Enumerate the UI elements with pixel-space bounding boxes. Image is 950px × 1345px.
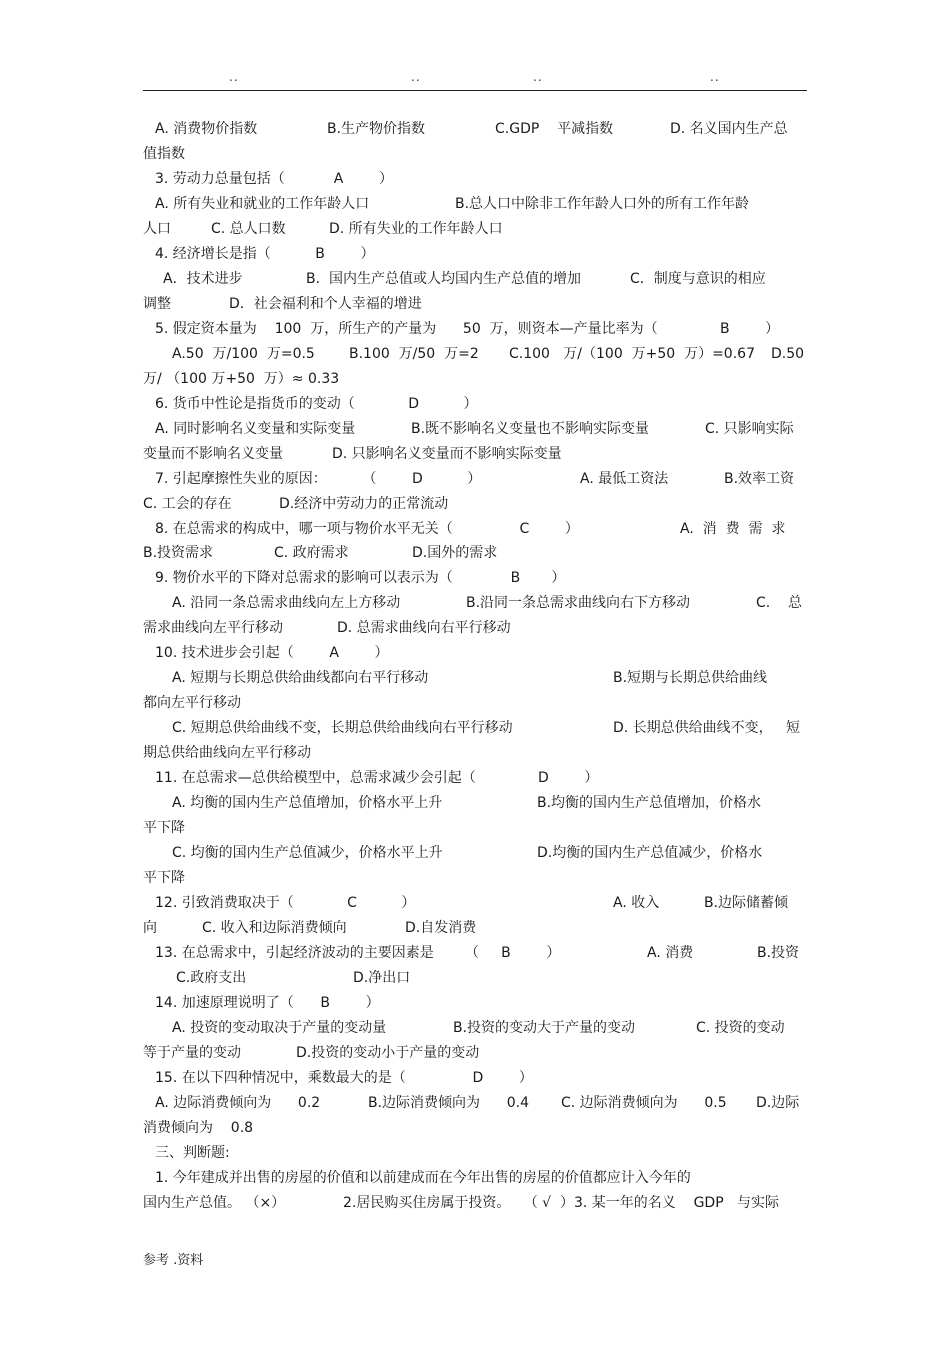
text-line-segment: 平下降 — [143, 870, 185, 886]
text-line-segment: 13. 在总需求中，引起经济波动的主要因素是 （ B ） — [155, 945, 561, 961]
text-line-segment: D.自发消费 — [405, 920, 477, 936]
text-line-segment: D. 总需求曲线向右平行移动 — [337, 620, 511, 636]
text-line-segment: 期总供给曲线向左平行移动 — [143, 745, 311, 761]
text-line-segment: 需求曲线向左平行移动 — [143, 620, 283, 636]
text-line-segment: D. 名义国内生产总 — [670, 121, 788, 137]
text-line-segment: 12. 引致消费取决于（ C ） — [155, 895, 416, 911]
text-line-segment: D. 长期总供给曲线不变， 短 — [613, 720, 801, 736]
text-line-segment: 11. 在总需求—总供给模型中，总需求减少会引起（ D ） — [155, 770, 599, 786]
text-line-segment: D.经济中劳动力的正常流动 — [279, 496, 449, 512]
text-line-segment: C. 只影响实际 — [705, 421, 794, 437]
text-line-segment: 6. 货币中性论是指货币的变动（ D ） — [155, 396, 478, 412]
text-line-segment: 平下降 — [143, 820, 185, 836]
text-line-segment: D.边际 — [756, 1095, 800, 1111]
text-line-segment: B.投资的变动大于产量的变动 — [453, 1020, 636, 1036]
text-line-segment: 向 — [143, 920, 157, 936]
text-line-segment: 人口 — [143, 221, 171, 237]
text-line-segment: B.总人口中除非工作年龄人口外的所有工作年龄 — [455, 196, 750, 212]
text-line-segment: 9. 物价水平的下降对总需求的影响可以表示为（ B ） — [155, 570, 566, 586]
footer-text: 参考 .资料 — [143, 1253, 204, 1268]
text-line-segment: D. 只影响名义变量而不影响实际变量 — [332, 446, 562, 462]
text-line-segment: 调整 — [143, 296, 171, 312]
text-line-segment: B.既不影响名义变量也不影响实际变量 — [411, 421, 650, 437]
text-line-segment: A. 边际消费倾向为 0.2 — [155, 1095, 321, 1111]
text-line-segment: B. 国内生产总值或人均国内生产总值的增加 — [306, 271, 581, 287]
text-line-segment: A．技术进步 — [163, 271, 243, 287]
header-dot: .. — [710, 70, 720, 84]
text-line-segment: 三、判断题: — [155, 1145, 230, 1161]
text-line-segment: C. 总 — [756, 595, 803, 611]
text-line-segment: C.政府支出 — [176, 970, 247, 986]
text-line-segment: D.投资的变动小于产量的变动 — [296, 1045, 480, 1061]
text-line-segment: D. 所有失业的工作年龄人口 — [329, 221, 503, 237]
text-line-segment: 3. 劳动力总量包括（ A ） — [155, 171, 393, 187]
text-line-segment: 万/ （100 万+50 万）≈ 0.33 — [143, 371, 340, 387]
text-line-segment: B.生产物价指数 — [327, 121, 426, 137]
text-line-segment: A.50 万/100 万=0.5 — [172, 346, 315, 362]
text-line-segment: C. 投资的变动 — [696, 1020, 785, 1036]
text-line-segment: D.国外的需求 — [412, 545, 498, 561]
text-line-segment: A. 消费 — [647, 945, 694, 961]
text-line-segment: 14. 加速原理说明了（ B ） — [155, 995, 380, 1011]
text-line-segment: C.100 万/（100 万+50 万）=0.67 — [509, 346, 755, 362]
text-line-segment: D.净出口 — [353, 970, 411, 986]
text-line-segment: 消费倾向为 0.8 — [143, 1120, 254, 1136]
text-line-segment: C. 短期总供给曲线不变，长期总供给曲线向右平行移动 — [172, 720, 513, 736]
text-line-segment: B.边际储蓄倾 — [704, 895, 789, 911]
header-rule — [143, 90, 807, 91]
text-line-segment: 10. 技术进步会引起（ A ） — [155, 645, 389, 661]
header-dot: .. — [411, 70, 421, 84]
text-line-segment: 1. 今年建成并出售的房屋的价值和以前建成而在今年出售的房屋的价值都应计入今年的 — [155, 1170, 691, 1186]
text-line-segment: C. 边际消费倾向为 0.5 — [561, 1095, 727, 1111]
text-line-segment: A. 同时影响名义变量和实际变量 — [155, 421, 356, 437]
text-line-segment: B.边际消费倾向为 0.4 — [368, 1095, 530, 1111]
text-line-segment: B.投资 — [757, 945, 800, 961]
text-line-segment: 15. 在以下四种情况中，乘数最大的是（ D ） — [155, 1070, 533, 1086]
text-line-segment: B.100 万/50 万=2 — [349, 346, 479, 362]
text-line-segment: 值指数 — [143, 146, 185, 162]
text-line-segment: 7. 引起摩擦性失业的原因： （ D ） — [155, 471, 482, 487]
text-line-segment: 国内生产总值。 （×） — [143, 1195, 286, 1211]
text-line-segment: D．社会福利和个人幸福的增进 — [229, 296, 422, 312]
text-line-segment: A. 沿同一条总需求曲线向左上方移动 — [172, 595, 401, 611]
text-line-segment: D.均衡的国内生产总值减少，价格水 — [537, 845, 763, 861]
text-line-segment: 等于产量的变动 — [143, 1045, 241, 1061]
text-line-segment: B.效率工资 — [724, 471, 795, 487]
text-line-segment: A. 所有失业和就业的工作年龄人口 — [155, 196, 370, 212]
text-line-segment: A. 收入 — [613, 895, 660, 911]
text-line-segment: 变量而不影响名义变量 — [143, 446, 283, 462]
text-line-segment: C. 总人口数 — [211, 221, 286, 237]
text-line-segment: C. 均衡的国内生产总值减少，价格水平上升 — [172, 845, 443, 861]
header-dot: .. — [229, 70, 239, 84]
text-line-segment: D.50 — [771, 346, 805, 362]
text-line-segment: A. 投资的变动取决于产量的变动量 — [172, 1020, 387, 1036]
text-line-segment: B.投资需求 — [143, 545, 214, 561]
text-line-segment: 5. 假定资本量为 100 万，所生产的产量为 50 万，则资本—产量比率为（ B ） — [155, 321, 780, 337]
header-dot: .. — [533, 70, 543, 84]
text-line-segment: C. 收入和边际消费倾向 — [202, 920, 347, 936]
text-line-segment: 8. 在总需求的构成中，哪一项与物价水平无关（ C ） — [155, 521, 579, 537]
text-line-segment: 2.居民购买住房属于投资。 （ √ ）3. 某一年的名义 GDP 与实际 — [343, 1195, 780, 1211]
text-line-segment: A. 均衡的国内生产总值增加，价格水平上升 — [172, 795, 443, 811]
text-line-segment: A. 消 费 需 求 — [680, 521, 786, 537]
text-line-segment: A. 短期与长期总供给曲线都向右平行移动 — [172, 670, 429, 686]
text-line-segment: A. 最低工资法 — [580, 471, 669, 487]
text-line-segment: B.沿同一条总需求曲线向右下方移动 — [466, 595, 691, 611]
text-line-segment: 都向左平行移动 — [143, 695, 241, 711]
text-line-segment: B.均衡的国内生产总值增加，价格水 — [537, 795, 762, 811]
text-line-segment: C.GDP 平减指数 — [495, 121, 614, 137]
text-line-segment: A. 消费物价指数 — [155, 121, 258, 137]
text-line-segment: 4. 经济增长是指（ B ） — [155, 246, 375, 262]
text-line-segment: B.短期与长期总供给曲线 — [613, 670, 768, 686]
text-line-segment: C. 工会的存在 — [143, 496, 232, 512]
text-line-segment: C．制度与意识的相应 — [630, 271, 766, 287]
text-line-segment: C. 政府需求 — [274, 545, 349, 561]
